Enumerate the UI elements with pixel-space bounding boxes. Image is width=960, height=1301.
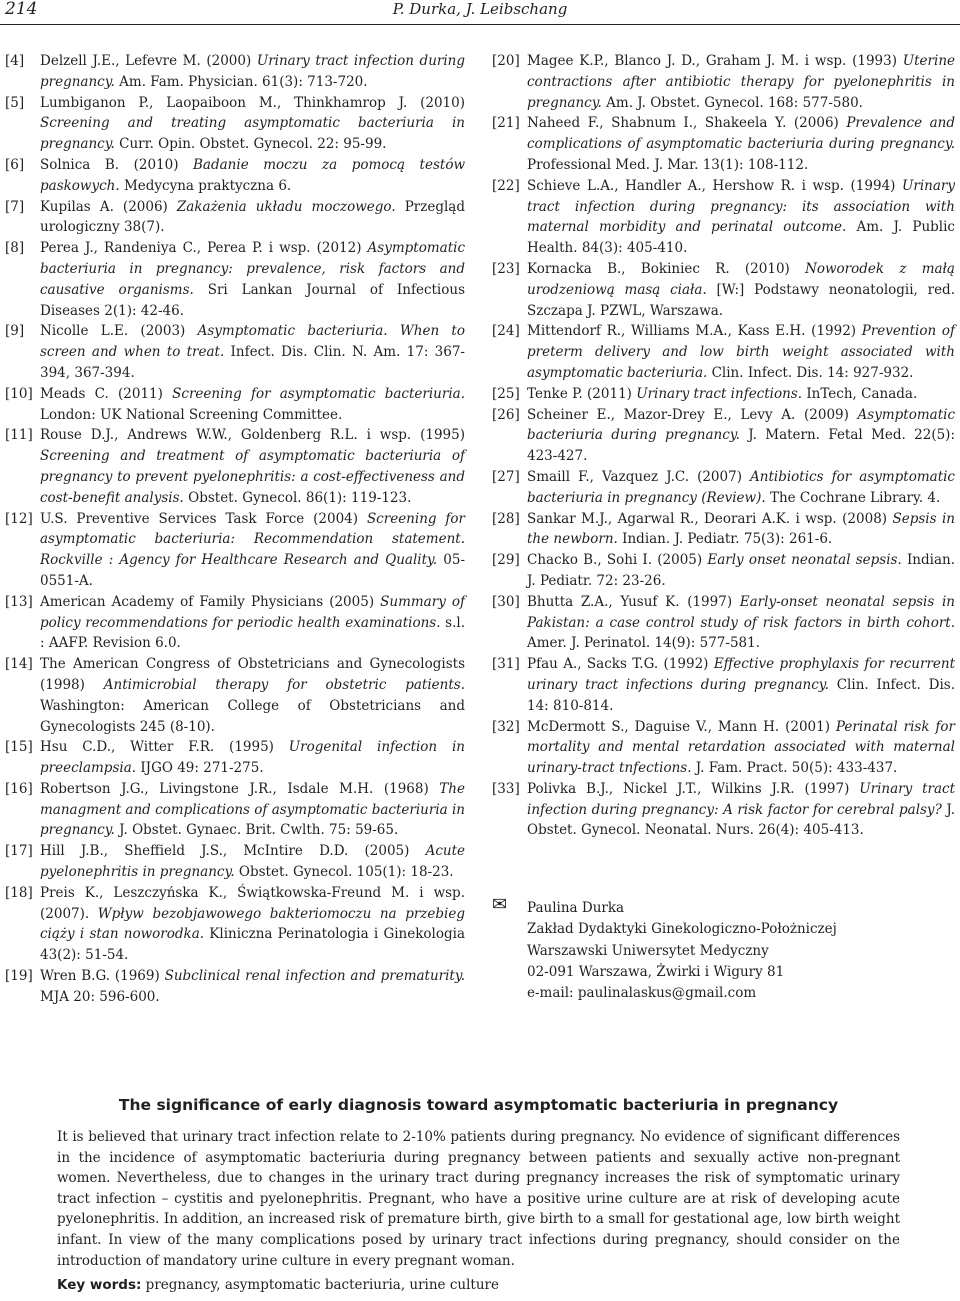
- reference-item: [5, 509, 465, 592]
- reference-source: J. Obstet. Gynecol. Neonatal. Nurs. 26(4): 405-413.: [527, 801, 956, 839]
- reference-authors: Lumbiganon P., Laopaiboon M., Thinkhamrop J. (2010): [40, 94, 465, 111]
- reference-title: Early onset neonatal sepsis.: [707, 552, 902, 569]
- references-right-column: [492, 51, 955, 841]
- reference-number: [15]: [5, 739, 33, 756]
- reference-source: s.l. : AAFP. Revision 6.0.: [40, 614, 465, 652]
- reference-number: [10]: [5, 385, 33, 402]
- reference-source: J. Fam. Pract. 50(5): 433-437.: [691, 760, 898, 777]
- reference-source: Clin. Infect. Dis. 14: 810-814.: [527, 676, 955, 714]
- header-rule: [0, 24, 960, 25]
- reference-title: The managment and complications of asymptomatic bacteriuria in pregnancy.: [40, 780, 465, 839]
- reference-item: [5, 51, 465, 93]
- reference-authors: Kornacka B., Bokiniec R. (2010): [527, 260, 806, 277]
- reference-title: Wpływ bezobjawowego bakteriomoczu na przebieg ciąży i stan noworodka.: [40, 905, 465, 943]
- reference-source: J. Matern. Fetal Med. 22(5): 423-427.: [527, 427, 955, 465]
- reference-number: [12]: [5, 510, 33, 527]
- running-head: P. Durka, J. Leibschang: [392, 0, 568, 18]
- reference-source: Przegląd urologiczny 38(7).: [40, 198, 465, 236]
- reference-authors: Chacko B., Sohi I. (2005): [527, 552, 708, 569]
- abstract-text: It is believed that urinary tract infection relate to 2-10% patients during pregnancy. No evidence of significant differences in the incidence of asymptomatic bacteriuria during pregnancy between patients and sexually active non-pregnant women. Nevertheless, due to changes in the urinary tract during pregnancy increases the risk of symptomatic urinary tract infection – cystitis and pyelonephritis. Pregnant, who have a positive urine culture are at risk of developing acute pyelonephritis. In addition, an increased risk of premature birth, give birth to a small for gestational age, low birth weight infant. In view of the many complications posed by urinary tract infections during pregnancy, should consider on the introduction of mandatory urine culture in every pregnant woman.: [57, 1129, 900, 1269]
- reference-source: InTech, Canada.: [802, 385, 918, 402]
- reference-authors: Solnica B. (2010): [40, 156, 194, 173]
- reference-title: Urogenital infection in preeclampsia.: [40, 739, 465, 777]
- reference-authors: Schieve L.A., Handler A., Hershow R. i wsp. (1994): [527, 177, 903, 194]
- reference-source: Obstet. Gynecol. 86(1): 119-123.: [183, 489, 412, 506]
- reference-title: Sepsis in the newborn.: [527, 510, 955, 548]
- keywords: [57, 1275, 900, 1295]
- reference-title: Screening for asymptomatic bacteriuria.: [172, 385, 465, 402]
- reference-item: [5, 197, 465, 239]
- reference-item: [5, 384, 465, 426]
- reference-number: [4]: [5, 53, 25, 69]
- reference-authors: McDermott S., Daguise V., Mann H. (2001): [527, 718, 836, 735]
- correspondence-line: Zakład Dydaktyki Ginekologiczno-Położniczej: [527, 921, 837, 938]
- page-number: 214: [5, 0, 38, 19]
- reference-title: Prevalence and complications of asymptomatic bacteriuria during pregnancy.: [527, 115, 955, 153]
- reference-number: [5]: [5, 94, 25, 111]
- reference-authors: Kupilas A. (2006): [40, 198, 177, 215]
- reference-authors: Polivka B.J., Nickel J.T., Wilkins J.R. (1997): [527, 780, 860, 797]
- reference-item: [492, 113, 955, 175]
- reference-authors: Delzell J.E., Lefevre M. (2000): [40, 53, 257, 69]
- reference-item: [5, 654, 465, 737]
- reference-authors: Hill J.B., Sheffield J.S., McIntire D.D. (2005): [40, 843, 426, 860]
- reference-authors: U.S. Preventive Services Task Force (2004): [40, 510, 367, 527]
- reference-number: [7]: [5, 198, 25, 215]
- reference-number: [29]: [492, 552, 520, 569]
- reference-item: [5, 737, 465, 779]
- reference-number: [21]: [492, 115, 520, 132]
- correspondence-line: Warszawski Uniwersytet Medyczny: [527, 942, 769, 959]
- reference-title: Urinary tract infection during pregnancy.: [40, 53, 465, 90]
- reference-title: Screening and treating asymptomatic bacteriuria in pregnancy.: [40, 115, 465, 153]
- reference-authors: Preis K., Leszczyńska K., Świątkowska-Freund M. i wsp. (2007).: [40, 884, 465, 922]
- correspondence-lines: [527, 898, 837, 1004]
- reference-number: [9]: [5, 323, 25, 340]
- reference-source: Obstet. Gynecol. 105(1): 18-23.: [234, 864, 454, 881]
- keywords-label: Key words:: [57, 1277, 142, 1294]
- reference-title: Summary of policy recommendations for periodic health examinations.: [40, 593, 465, 631]
- reference-item: [492, 467, 955, 509]
- reference-source: MJA 20: 596-600.: [40, 988, 160, 1005]
- reference-title: Asymptomatic bacteriuria. When to screen and when to treat.: [40, 323, 465, 361]
- reference-title: Early-onset neonatal sepsis in Pakistan: a case control study of risk factors in birth cohort.: [527, 593, 955, 631]
- reference-title: Zakażenia układu moczowego.: [176, 198, 396, 215]
- reference-item: [492, 51, 955, 113]
- reference-source: Professional Med. J. Mar. 13(1): 108-112.: [527, 156, 809, 173]
- reference-item: [492, 384, 955, 405]
- reference-source: Amer. J. Perinatol. 14(9): 577-581.: [527, 635, 761, 652]
- reference-number: [33]: [492, 780, 520, 797]
- reference-source: Medycyna praktyczna 6.: [119, 177, 292, 194]
- reference-authors: Robertson J.G., Livingstone J.R., Isdale M.H. (1968): [40, 780, 440, 797]
- reference-number: [19]: [5, 968, 33, 985]
- reference-source: Clin. Infect. Dis. 14: 927-932.: [707, 364, 914, 381]
- reference-item: [492, 779, 955, 841]
- reference-authors: American Academy of Family Physicians (2005): [40, 593, 381, 610]
- reference-item: [492, 550, 955, 592]
- reference-source: Infect. Dis. Clin. N. Am. 17: 367-394, 367-394.: [40, 344, 465, 381]
- reference-title: Badanie moczu za pomocą testów paskowych.: [40, 156, 466, 194]
- reference-number: [25]: [492, 385, 520, 402]
- reference-authors: Perea J., Randeniya C., Perea P. i wsp. (2012): [40, 240, 368, 257]
- reference-source: IJGO 49: 271-275.: [136, 760, 264, 777]
- reference-title: Screening and treatment of asymptomatic bacteriuria of pregnancy to prevent pyelonephritis: a cost-effectiveness and cost-benefit analysis.: [40, 448, 465, 506]
- reference-authors: Rouse D.J., Andrews W.W., Goldenberg R.L. i wsp. (1995): [40, 427, 465, 444]
- reference-authors: Nicolle L.E. (2003): [40, 323, 198, 340]
- reference-item: [5, 966, 465, 1008]
- reference-item: [5, 425, 465, 508]
- reference-source: 05-0551-A.: [40, 552, 466, 589]
- reference-number: [14]: [5, 656, 33, 673]
- correspondence-line: e-mail: paulinalaskus@gmail.com: [527, 985, 757, 1002]
- reference-title: Urinary tract infection during pregnancy: A risk factor for cerebral palsy?: [527, 780, 955, 818]
- reference-source: London: UK National Screening Committee.: [40, 406, 343, 423]
- reference-source: Curr. Opin. Obstet. Gynecol. 22: 95-99.: [114, 136, 387, 153]
- reference-number: [8]: [5, 240, 25, 257]
- references-left-column: [5, 51, 465, 1008]
- reference-source: The Cochrane Library. 4.: [765, 489, 941, 506]
- reference-number: [11]: [5, 427, 33, 444]
- reference-number: [26]: [492, 406, 520, 423]
- reference-title: Noworodek z małą urodzeniową masą ciała.: [527, 260, 955, 298]
- reference-source: Am. Fam. Physician. 61(3): 713-720.: [114, 73, 368, 90]
- reference-title: Urinary tract infections.: [636, 385, 803, 402]
- reference-source: Kliniczna Perinatologia i Ginekologia 43(2): 51-54.: [40, 926, 465, 964]
- reference-number: [28]: [492, 510, 520, 527]
- reference-source: Indian. J. Pediatr. 75(3): 261-6.: [617, 531, 833, 548]
- reference-item: [5, 321, 465, 383]
- reference-authors: Smaill F., Vazquez J.C. (2007): [527, 468, 751, 485]
- reference-authors: The American Congress of Obstetricians and Gynecologists (1998): [40, 656, 465, 693]
- reference-item: [492, 717, 955, 779]
- reference-number: [32]: [492, 718, 520, 735]
- reference-item: [492, 176, 955, 259]
- reference-number: [27]: [492, 468, 520, 485]
- reference-authors: Hsu C.D., Witter F.R. (1995): [40, 739, 289, 756]
- reference-item: [5, 238, 465, 321]
- reference-authors: Scheiner E., Mazor-Drey E., Levy A. (2009): [527, 406, 858, 423]
- reference-source: J. Obstet. Gynaec. Brit. Cwlth. 75: 59-65.: [114, 822, 399, 839]
- english-abstract: [57, 1095, 900, 1295]
- reference-title: Asymptomatic bacteriuria in pregnancy: prevalence, risk factors and causative organisms.: [40, 240, 465, 298]
- reference-title: Acute pyelonephritis in pregnancy.: [40, 843, 465, 881]
- reference-authors: Bhutta Z.A., Yusuf K. (1997): [527, 593, 740, 610]
- reference-number: [20]: [492, 53, 520, 69]
- reference-item: [492, 405, 955, 467]
- reference-source: Sri Lankan Journal of Infectious Diseases 2(1): 42-46.: [40, 281, 465, 319]
- reference-title: Screening for asymptomatic bacteriuria: Recommendation statement. Rockville : Agency for Healthcare Research and Quality.: [40, 510, 465, 569]
- reference-number: [22]: [492, 177, 520, 194]
- reference-source: Washington: American College of Obstetricians and Gynecologists 245 (8-10).: [40, 697, 465, 735]
- reference-item: [5, 841, 465, 883]
- reference-number: [6]: [5, 156, 25, 173]
- reference-source: Am. J. Public Health. 84(3): 405-410.: [527, 219, 955, 257]
- reference-item: [5, 883, 465, 966]
- correspondence-line: 02-091 Warszawa, Żwirki i Wigury 81: [527, 963, 785, 980]
- reference-number: [30]: [492, 593, 520, 610]
- reference-title: Antimicrobial therapy for obstetric patients.: [103, 676, 465, 693]
- reference-number: [24]: [492, 323, 520, 340]
- reference-authors: Magee K.P., Blanco J. D., Graham J. M. i wsp. (1993): [527, 53, 903, 69]
- reference-title: Subclinical renal infection and prematurity.: [164, 968, 465, 985]
- page-header: [0, 0, 960, 22]
- reference-authors: Naheed F., Shabnum I., Shakeela Y. (2006): [527, 115, 847, 132]
- reference-title: Uterine contractions after antibiotic therapy for pyelonephritis in pregnancy.: [527, 53, 955, 111]
- reference-source: [W:] Podstawy neonatologii, red. Szczapa J. PZWL, Warszawa.: [527, 281, 955, 319]
- reference-item: [492, 321, 955, 383]
- reference-item: [492, 259, 955, 321]
- reference-title: Prevention of preterm delivery and low birth weight associated with asymptomatic bacteriuria.: [527, 323, 955, 381]
- reference-title: Effective prophylaxis for recurrent urinary tract infections during pregnancy.: [527, 656, 956, 693]
- reference-title: Antibiotics for asymptomatic bacteriuria in pregnancy (Review).: [527, 468, 955, 506]
- reference-item: [5, 592, 465, 654]
- reference-number: [23]: [492, 260, 520, 277]
- reference-item: [5, 779, 465, 841]
- reference-source: Am. J. Obstet. Gynecol. 168: 577-580.: [601, 94, 863, 111]
- reference-authors: Meads C. (2011): [40, 385, 173, 402]
- reference-number: [31]: [492, 656, 520, 673]
- mail-icon: ✉: [492, 894, 508, 915]
- reference-authors: Tenke P. (2011): [527, 385, 637, 402]
- reference-authors: Pfau A., Sacks T.G. (1992): [527, 656, 714, 673]
- reference-number: [16]: [5, 780, 33, 797]
- reference-authors: Mittendorf R., Williams M.A., Kass E.H. (1992): [527, 323, 862, 340]
- reference-authors: Wren B.G. (1969): [40, 968, 165, 985]
- reference-item: [492, 509, 955, 551]
- reference-item: [5, 155, 465, 197]
- reference-item: [5, 93, 465, 155]
- reference-title: Urinary tract infection during pregnancy: its association with maternal morbidity and perinatal outcome.: [527, 177, 955, 236]
- abstract-title: The significance of early diagnosis toward asymptomatic bacteriuria in pregnancy: [118, 1096, 839, 1114]
- correspondence-line: Paulina Durka: [527, 900, 625, 916]
- reference-item: [492, 654, 955, 716]
- reference-source: Indian. J. Pediatr. 72: 23-26.: [527, 552, 955, 589]
- keywords-text: pregnancy, asymptomatic bacteriuria, urine culture: [141, 1277, 499, 1294]
- reference-title: Perinatal risk for mortality and mental retardation associated with maternal urinary-tract tnfections.: [527, 718, 956, 777]
- reference-title: Asymptomatic bacteriuria during pregnancy.: [527, 406, 955, 444]
- reference-number: [13]: [5, 593, 33, 610]
- reference-number: [17]: [5, 843, 33, 860]
- reference-authors: Sankar M.J., Agarwal R., Deorari A.K. i wsp. (2008): [527, 510, 893, 527]
- reference-item: [492, 592, 955, 654]
- reference-number: [18]: [5, 884, 33, 901]
